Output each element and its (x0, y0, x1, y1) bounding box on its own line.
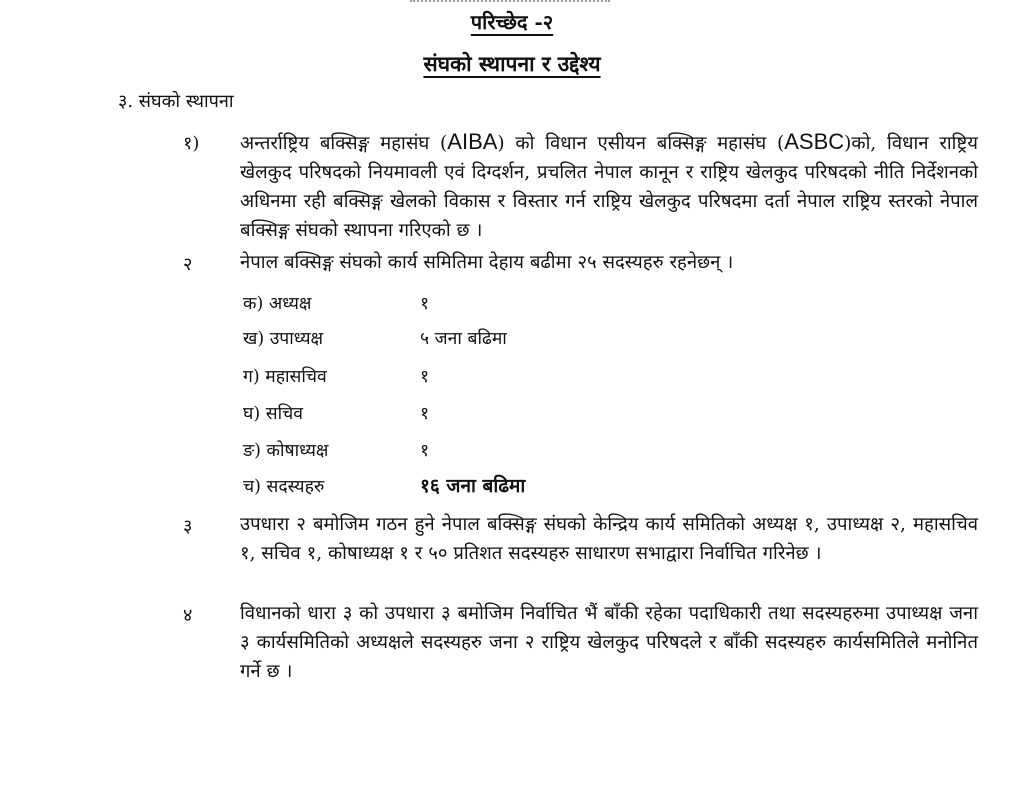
committee-value-secretary: १ (420, 404, 430, 424)
committee-value-members: १६ जना बढिमा (420, 475, 526, 497)
clause-2-number: २ (183, 254, 193, 275)
clause-4-text: विधानको धारा ३ को उपधारा ३ बमोजिम निर्वाचित भैं बाँकी रहेका पदाधिकारी तथा सदस्यहरुमा उपाध्यक्ष जना ३ कार्यसमितिको अध्यक्षले सदस्यहरु जना २ राष्ट्रिय खेलकुद परिषदले र बाँकी सदस्यहरु कार्यसमितिले मनोनित गर्ने छ । (240, 603, 978, 682)
committee-value-chair: १ (420, 294, 430, 314)
committee-label-general-secretary: ग) महासचिव (243, 367, 327, 387)
clause-3-text: उपधारा २ बमोजिम गठन हुने नेपाल बक्सिङ्ग संघको केन्द्रिय कार्य समितिको अध्यक्ष १, उपाध्यक्ष २, महासचिव १, सचिव १, कोषाध्यक्ष १ र ५० प्रतिशत सदस्यहरु साधारण सभाद्वारा निर्वाचित गरिनेछ । (240, 514, 978, 564)
committee-value-general-secretary: १ (420, 367, 430, 387)
section-heading: ३. संघको स्थापना (118, 91, 234, 112)
committee-label-vice-chair: ख) उपाध्यक्ष (243, 329, 324, 349)
committee-label-treasurer: ङ) कोषाध्यक्ष (243, 441, 329, 461)
clause-4-number: ४ (183, 605, 193, 626)
committee-label-members: च) सदस्यहरु (243, 477, 325, 497)
chapter-title: संघको स्थापना र उद्देश्य (423, 51, 601, 76)
committee-value-treasurer: १ (420, 441, 430, 461)
clause-1-number: १) (183, 133, 200, 154)
clause-1-text: अन्तर्राष्ट्रिय बक्सिङ्ग महासंघ (AIBA) को विधान एसीयन बक्सिङ्ग महासंघ (ASBC)को, विधान राष्ट्रिय खेलकुद परिषदको नियमावली एवं दिग्दर्शन, प्रचलित नेपाल कानून र राष्ट्रिय खेलकुद परिषदको नीति निर्देशनको अधिनमा रही बक्सिङ्ग खेलको विकास र विस्तार गर्न राष्ट्रिय खेलकुद परिषदमा दर्ता नेपाल राष्ट्रिय स्तरको नेपाल बक्सिङ्ग संघको स्थापना गरिएको छ । (240, 129, 979, 241)
committee-label-secretary: घ) सचिव (243, 404, 303, 424)
cropped-previous-line (410, 0, 610, 6)
chapter-heading: परिच्छेद -२ (470, 10, 554, 34)
committee-value-vice-chair: ५ जना बढिमा (420, 329, 507, 349)
committee-label-chair: क) अध्यक्ष (243, 294, 312, 314)
clause-3-number: ३ (183, 516, 193, 537)
clause-2-text: नेपाल बक्सिङ्ग संघको कार्य समितिमा देहाय बढीमा २५ सदस्यहरु रहनेछन् । (240, 252, 734, 273)
